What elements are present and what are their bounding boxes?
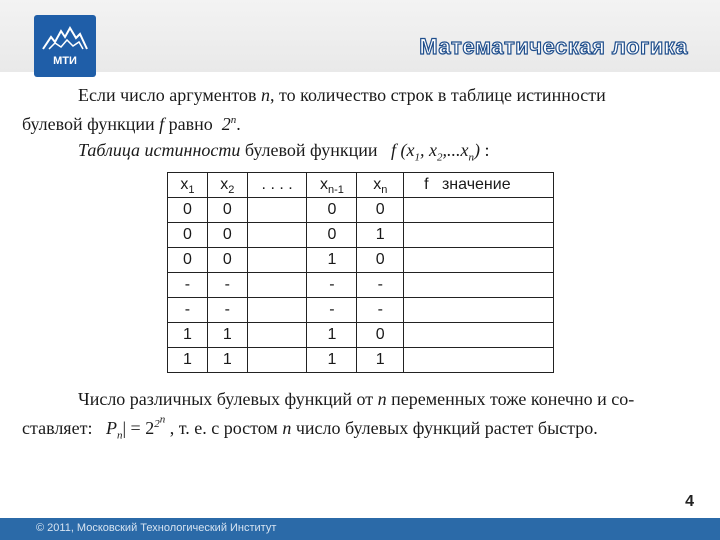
formula-mid: | = 2	[122, 418, 155, 438]
variable-n: n	[377, 389, 387, 409]
cell: 1	[207, 323, 247, 348]
cell	[247, 273, 307, 298]
cell: 0	[168, 198, 208, 223]
text: :	[484, 140, 490, 160]
cell: 0	[168, 248, 208, 273]
text: , то количество строк в таблице истинности	[270, 85, 606, 105]
text: число булевых функций растет быстро.	[295, 418, 598, 438]
table-row	[168, 323, 554, 348]
cell: 1	[357, 348, 404, 373]
table-header-row	[168, 173, 554, 198]
variable-n: n	[261, 85, 271, 105]
cell: -	[168, 273, 208, 298]
cell	[247, 248, 307, 273]
function-formula: f ($x_1$, $x_2,...x_n$)	[391, 140, 481, 164]
table-row	[168, 198, 554, 223]
formula-exponent: 2	[154, 418, 160, 430]
cell: 0	[207, 248, 247, 273]
cell	[247, 348, 307, 373]
cell	[404, 248, 554, 273]
formula-subscript: n	[116, 429, 123, 442]
paragraph-1-line-3	[78, 139, 490, 164]
italic-text: Таблица истинности	[78, 140, 241, 160]
cell: 1	[168, 323, 208, 348]
slide-title: Математическая логика	[419, 34, 688, 59]
paragraph-2-line-1	[78, 388, 634, 410]
paragraph-2-line-2	[22, 413, 598, 442]
text: ставляет:	[22, 418, 93, 438]
paragraph-1-line-2	[22, 113, 241, 135]
cell	[247, 323, 307, 348]
header-xn: $x_n$	[357, 173, 404, 198]
cell: 1	[307, 323, 357, 348]
truth-table	[167, 172, 554, 373]
header-dots: . . . .	[247, 173, 307, 198]
formula-P: P	[105, 418, 117, 438]
logo-text: МТИ	[53, 55, 77, 67]
cell: 1	[168, 348, 208, 373]
power-formula	[217, 114, 236, 134]
page-number: 4	[685, 493, 694, 510]
text: булевой функции	[244, 140, 378, 160]
cell: 0	[168, 223, 208, 248]
header-x1: $x_1$	[168, 173, 208, 198]
cell: -	[168, 298, 208, 323]
table-row	[168, 248, 554, 273]
cell	[404, 323, 554, 348]
cell	[404, 223, 554, 248]
table-row	[168, 298, 554, 323]
text: Если число аргументов	[78, 85, 257, 105]
paragraph-1-line-1	[78, 84, 606, 106]
cell: 1	[207, 348, 247, 373]
header-x2: $x_2$	[207, 173, 247, 198]
cell: -	[307, 298, 357, 323]
text: булевой функции	[22, 114, 155, 134]
cell: 1	[357, 223, 404, 248]
header-f: f	[424, 176, 429, 193]
footer-copyright: © 2011, Московский Технологический Институт	[36, 522, 277, 534]
cell: -	[357, 273, 404, 298]
slide-footer	[0, 518, 720, 540]
cell: 0	[307, 198, 357, 223]
cell: -	[207, 273, 247, 298]
cell	[404, 273, 554, 298]
cell	[247, 223, 307, 248]
text: равно	[168, 114, 213, 134]
cell: 0	[357, 248, 404, 273]
cell: -	[357, 298, 404, 323]
header-value: значение	[441, 176, 511, 193]
cell	[404, 348, 554, 373]
cell: 0	[207, 223, 247, 248]
cell	[247, 198, 307, 223]
slide-header	[0, 0, 720, 74]
cell: 0	[357, 323, 404, 348]
text: Число различных булевых функций от	[78, 389, 374, 409]
mti-logo	[34, 15, 96, 77]
pow-base: 2	[221, 114, 231, 134]
cell	[404, 298, 554, 323]
pow-exponent: n	[230, 114, 237, 126]
formula-exponent-2: n	[159, 413, 166, 426]
cell: 0	[357, 198, 404, 223]
header-xn-1: $x_{n-1}$	[307, 173, 357, 198]
variable-f: f	[159, 114, 165, 134]
cell	[404, 198, 554, 223]
table-row	[168, 273, 554, 298]
table-row	[168, 223, 554, 248]
cell: -	[307, 273, 357, 298]
mountains-icon	[41, 23, 89, 53]
count-formula	[97, 413, 166, 442]
cell	[247, 298, 307, 323]
text: переменных тоже конечно и со-	[391, 389, 635, 409]
variable-n: n	[282, 418, 292, 438]
cell: 1	[307, 348, 357, 373]
cell: 1	[307, 248, 357, 273]
table-row	[168, 348, 554, 373]
func-name: f (x	[391, 140, 415, 160]
cell: -	[207, 298, 247, 323]
text: .	[236, 114, 241, 134]
cell: 0	[207, 198, 247, 223]
cell: 0	[307, 223, 357, 248]
text: , т. е. с ростом	[169, 418, 278, 438]
header-f-value	[404, 173, 554, 198]
